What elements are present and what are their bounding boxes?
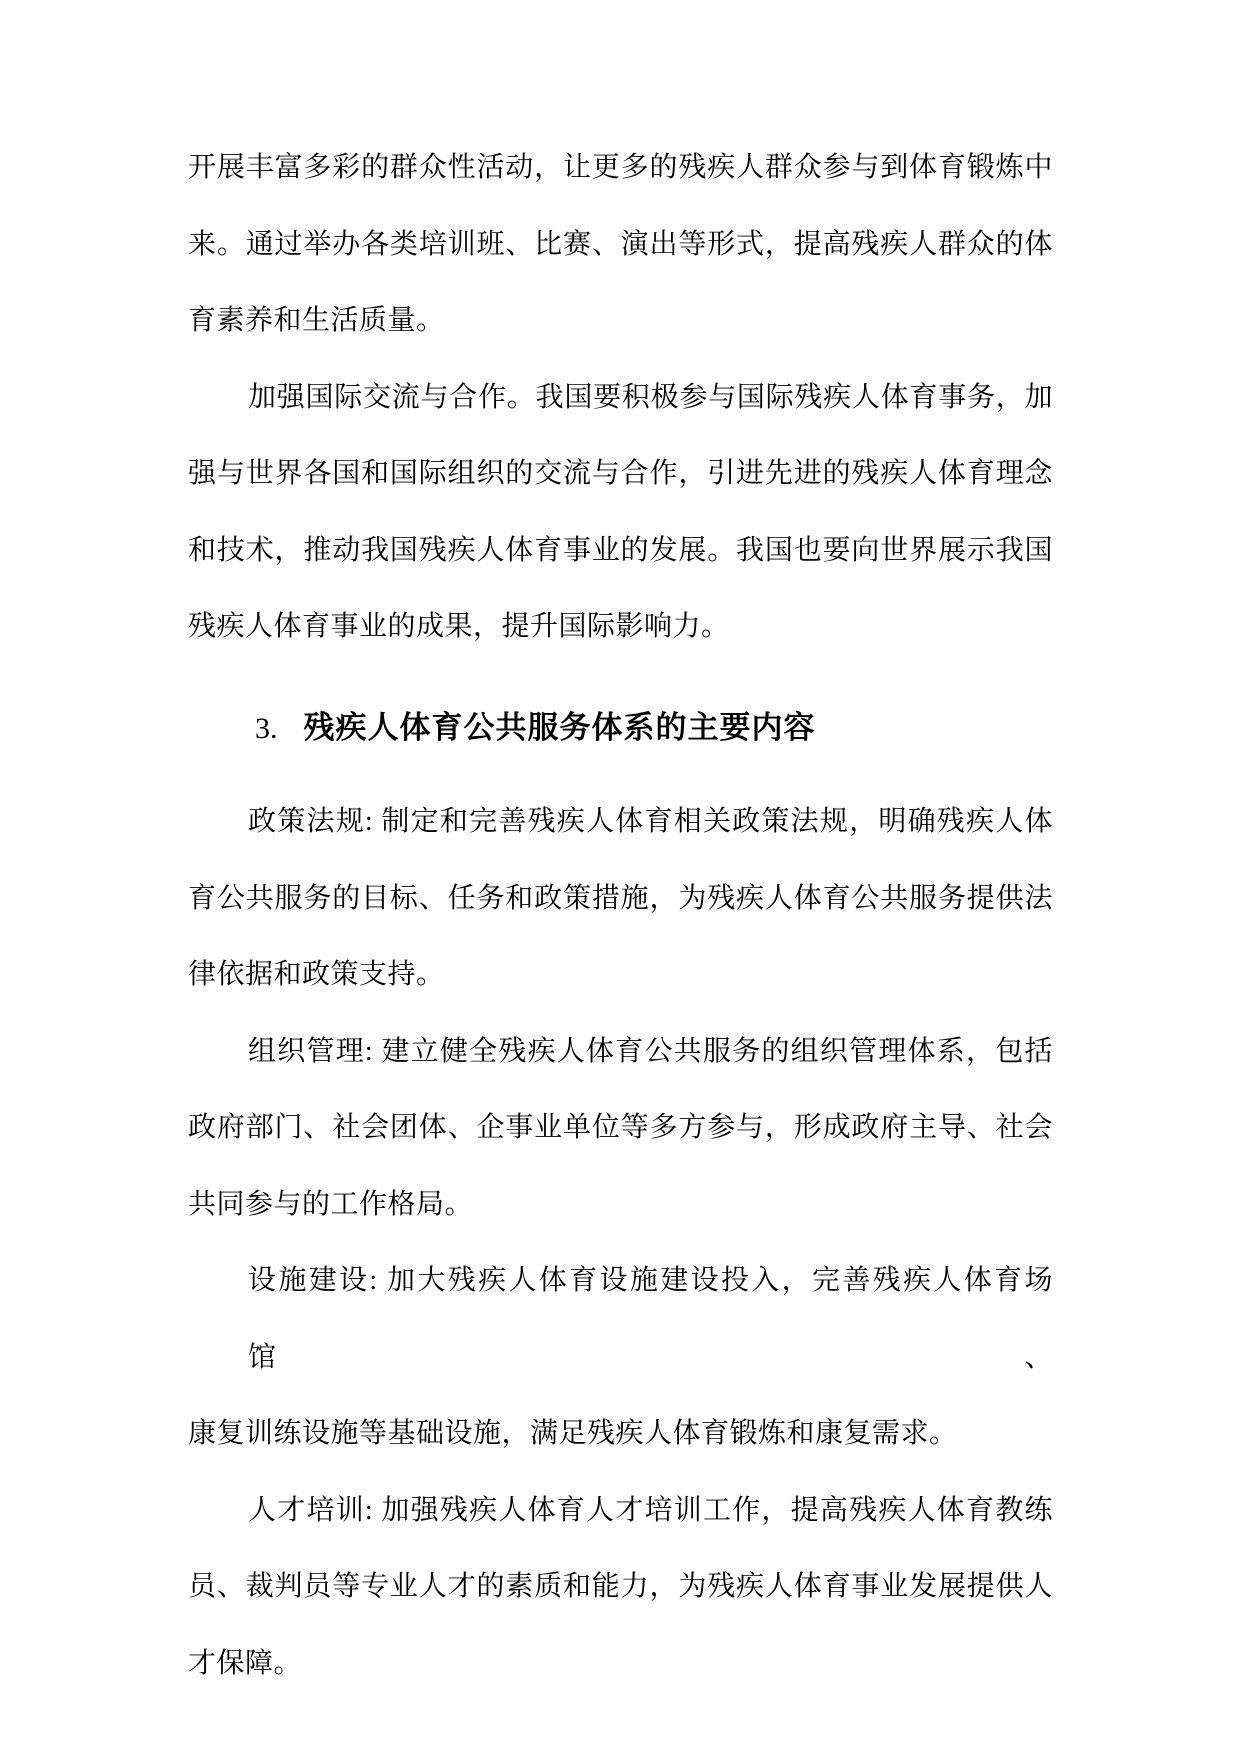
paragraph-line: 强与世界各国和国际组织的交流与合作，引进先进的残疾人体育理念 (188, 458, 1053, 489)
paragraph (188, 1473, 1053, 1703)
paragraph-line: 员、裁判员等专业人才的素质和能力，为残疾人体育事业发展提供人 (188, 1571, 1053, 1602)
paragraph-line: 政府部门、社会团体、企事业单位等多方参与，形成政府主导、社会 (188, 1112, 1053, 1143)
paragraph-line: 育公共服务的目标、任务和政策措施，为残疾人体育公共服务提供法 (188, 882, 1053, 914)
paragraph-line: 康复训练设施等基础设施，满足残疾人体育锻炼和康复需求。 (188, 1418, 958, 1449)
heading-number: 3. (255, 711, 278, 745)
section-heading (188, 690, 1053, 773)
paragraph-line: 律依据和政策支持。 (188, 959, 445, 990)
paragraph (188, 1243, 1053, 1473)
paragraph-line: 才保障。 (188, 1647, 303, 1679)
paragraph (188, 130, 1053, 360)
paragraph-line: 和技术，推动我国残疾人体育事业的发展。我国也要向世界展示我国 (188, 534, 1053, 566)
paragraph-line: 人才培训: 加强残疾人体育人才培训工作，提高残疾人体育教练 (248, 1494, 1053, 1526)
paragraph-line: 组织管理: 建立健全残疾人体育公共服务的组织管理体系，包括 (248, 1035, 1053, 1067)
paragraph-line: 加强国际交流与合作。我国要积极参与国际残疾人体育事务，加 (248, 381, 1053, 413)
paragraph-line: 共同参与的工作格局。 (188, 1188, 474, 1220)
heading-text: 残疾人体育公共服务体系的主要内容 (303, 709, 816, 745)
paragraph-line: 来。通过举办各类培训班、比赛、演出等形式，提高残疾人群众的体 (188, 228, 1053, 260)
paragraph-line: 政策法规: 制定和完善残疾人体育相关政策法规，明确残疾人体 (248, 806, 1053, 837)
paragraph (188, 360, 1053, 666)
paragraph (188, 784, 1053, 1014)
paragraph (188, 1014, 1053, 1244)
paragraph-line: 开展丰富多彩的群众性活动，让更多的残疾人群众参与到体育锻炼中 (188, 152, 1053, 183)
paragraph-line: 育素养和生活质量。 (188, 305, 445, 336)
paragraph-line: 残疾人体育事业的成果，提升国际影响力。 (188, 611, 730, 642)
paragraph-line: 设施建设: 加大残疾人体育设施建设投入，完善残疾人体育场馆、 (248, 1265, 1053, 1373)
